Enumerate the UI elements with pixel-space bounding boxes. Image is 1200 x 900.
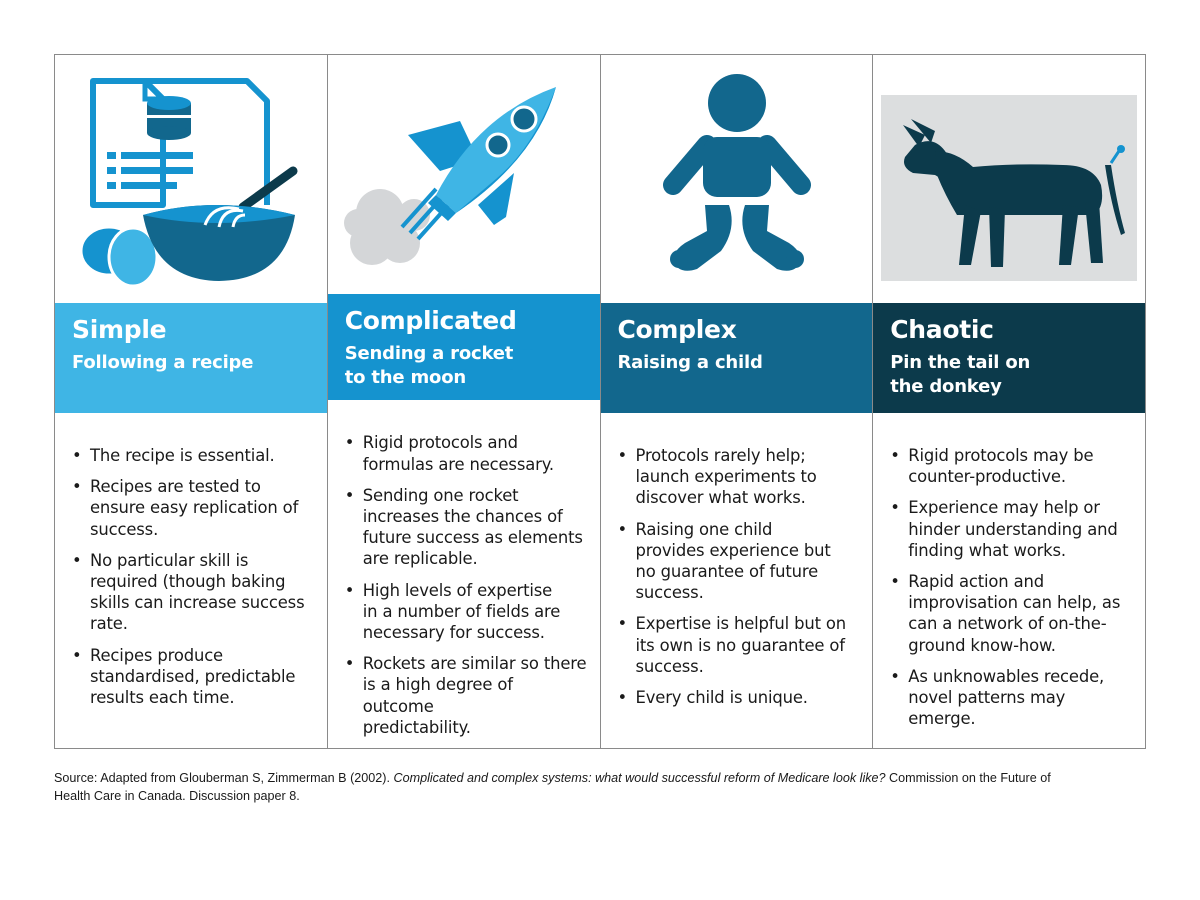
column-simple: [55, 55, 328, 748]
title-chaotic: Chaotic: [890, 315, 994, 344]
source-title: Complicated and complex systems: what would successful reform of Medicare look like?: [393, 771, 886, 785]
bullets-chaotic: [873, 413, 1145, 739]
title-complex: Complex: [617, 315, 737, 344]
column-complex: [601, 55, 874, 748]
source-prefix: Source: Adapted from Glouberman S, Zimmerman B (2002).: [54, 771, 394, 785]
band-chaotic: [873, 303, 1145, 413]
subtitle-chaotic: Pin the tail on the donkey: [890, 352, 1031, 397]
bullets-complex: [601, 413, 873, 718]
bullet-item: • Recipes are tested to ensure easy replication of success.: [72, 476, 315, 540]
bullet-item: • Rigid protocols may be counter-productive.: [890, 445, 1133, 487]
bullet-item: • Raising one child provides experience but no guarantee of future success.: [618, 519, 861, 604]
bullet-item: • Sending one rocket increases the chances of future success as elements are replicable.: [345, 485, 588, 570]
bullets-complicated: [328, 400, 600, 748]
bullet-item: • Recipes produce standardised, predictable results each time.: [72, 645, 315, 709]
band-complicated: [328, 294, 600, 400]
bullet-item: • Expertise is helpful but on its own is no guarantee of success.: [618, 613, 861, 677]
comparison-table: [54, 54, 1146, 749]
bullet-item: • Every child is unique.: [618, 687, 861, 708]
subtitle-simple: Following a recipe: [72, 352, 254, 373]
title-complicated: Complicated: [344, 305, 517, 335]
bullets-simple: [55, 413, 327, 718]
bullet-item: • Experience may help or hinder understanding and finding what works.: [890, 497, 1133, 561]
bullet-item: • As unknowables recede, novel patterns may emerge.: [890, 666, 1133, 730]
donkey-icon: [873, 55, 1145, 303]
subtitle-complex: Raising a child: [617, 352, 763, 373]
illustration-complex: [601, 55, 873, 303]
bullet-item: • High levels of expertise in a number of fields are necessary for success.: [345, 580, 588, 644]
column-complicated: [328, 55, 601, 748]
bullet-item: • Rigid protocols and formulas are necessary.: [345, 432, 588, 474]
bullet-item: • The recipe is essential.: [72, 445, 315, 466]
bullet-item: • No particular skill is required (though baking skills can increase success rate.: [72, 550, 315, 635]
band-simple: [55, 303, 327, 413]
source-citation: [54, 769, 1054, 805]
illustration-chaotic: [873, 55, 1145, 303]
illustration-complicated: [328, 55, 600, 294]
recipe-bowl-icon: [55, 55, 327, 303]
illustration-simple: [55, 55, 327, 303]
band-complex: [601, 303, 873, 413]
subtitle-complicated: Sending a rocket to the moon: [344, 342, 514, 388]
column-chaotic: [873, 55, 1145, 748]
baby-icon: [601, 55, 874, 303]
bullet-item: • Rockets are similar so there is a high degree of outcome predictability.: [345, 653, 588, 738]
bullet-item: • Protocols rarely help; launch experiments to discover what works.: [618, 445, 861, 509]
title-simple: Simple: [72, 315, 167, 344]
bullet-item: • Rapid action and improvisation can help, as can a network of on-the- ground know-how.: [890, 571, 1133, 656]
source-suffix: Commission on the Future of Health Care in Canada. Discussion paper 8.: [54, 771, 1051, 803]
rocket-icon: [328, 55, 601, 303]
